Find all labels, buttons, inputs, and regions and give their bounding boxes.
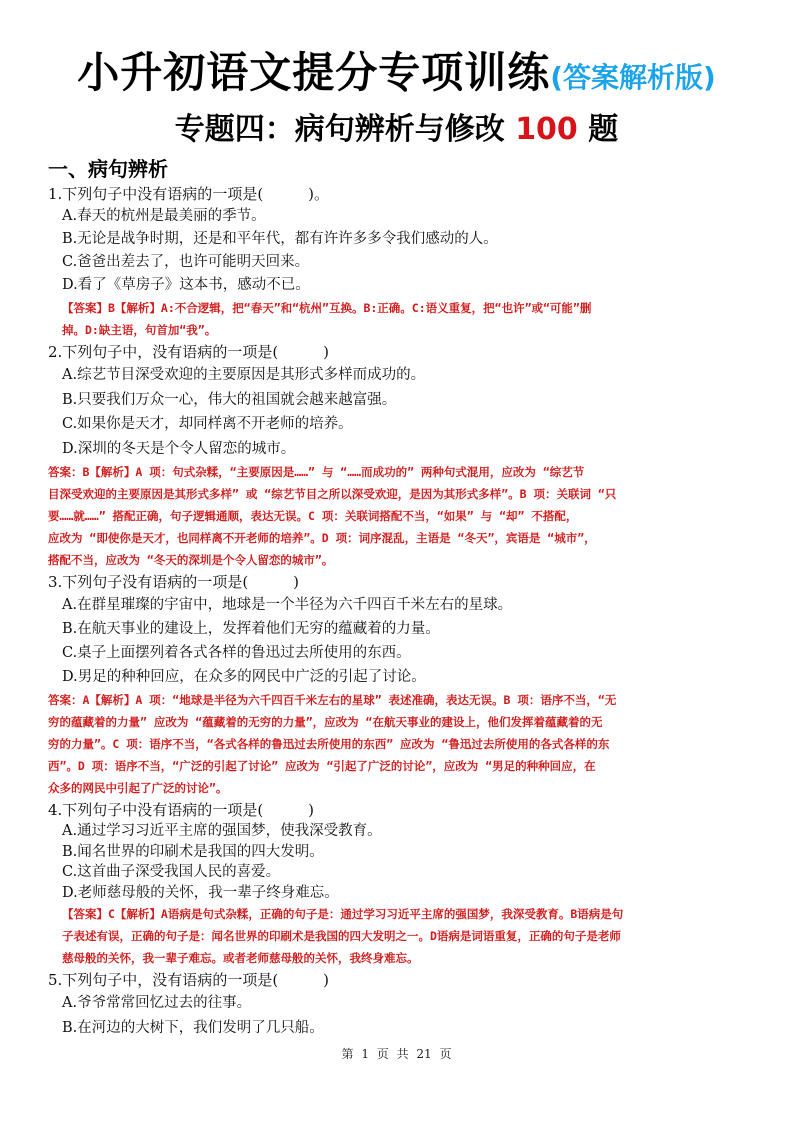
answer-text: 答案：A【解析】A 项：“地球是半径为六千四百千米左右的星球” 表述准确，表达无误。B 项：语序不当，“无 [48, 693, 617, 707]
question-option: D.看了《草房子》这本书，感动不已。 [62, 277, 310, 293]
question-stem: 3.下列句子没有语病的一项是( ) [48, 573, 300, 591]
document-subtitle [0, 104, 793, 148]
answer-text: 众多的网民中引起了广泛的讨论”。 [48, 781, 228, 795]
question-stem: 1.下列句子中没有语病的一项是( )。 [48, 185, 330, 203]
answer-text: 要……就……” 搭配正确，句子逻辑通顺，表达无误。C 项：关联词搭配不当，“如果” 与 “却” 不搭配， [48, 509, 578, 523]
answer-text: 【答案】B【解析】A:不合逻辑，把“春天”和“杭州”互换。B:正确。C:语义重复，把“也许”或“可能”删 [62, 301, 592, 315]
title-main: 小升初语文提分专项训练 [77, 48, 551, 97]
page-number: 第 1 页 共 21 页 [341, 1047, 452, 1061]
question-option: B.无论是战争时期，还是和平年代，都有许许多多令我们感动的人。 [62, 231, 498, 247]
question-option: A.综艺节目深受欢迎的主要原因是其形式多样而成功的。 [62, 367, 426, 383]
question-block [48, 341, 760, 571]
question-option: A.通过学习习近平主席的强国梦，使我深受教育。 [62, 823, 382, 839]
answer-text: 掉。D:缺主语，句首加“我”。 [62, 323, 217, 337]
answer-text: 西”。D 项：语序不当，“广泛的引起了讨论” 应改为 “引起了广泛的讨论”，应改为 “男足的种种回应，在 [48, 759, 596, 773]
answer-text: 【答案】C【解析】A语病是句式杂糅，正确的句子是：通过学习习近平主席的强国梦，我深受教育。B语病是句 [62, 907, 624, 921]
document-title [0, 40, 793, 100]
question-block [48, 969, 760, 1041]
subtitle-suffix: 题 [577, 112, 619, 147]
answer-text: 答案：B【解析】A 项：句式杂糅，“主要原因是……” 与 “……而成功的” 两种句式混用，应改为 “综艺节 [48, 465, 585, 479]
question-option: C.如果你是天才，却同样离不开老师的培养。 [62, 416, 353, 432]
question-option: D.老师慈母般的关怀，我一辈子终身难忘。 [62, 884, 339, 901]
question-option: C.这首曲子深受我国人民的喜爱。 [62, 864, 281, 880]
question-option: B.闻名世界的印刷术是我国的四大发明。 [62, 843, 324, 860]
section-heading: 一、病句辨析 [48, 157, 168, 181]
question-block [48, 183, 760, 341]
question-option: B.在航天事业的建设上，发挥着他们无穷的蕴藏着的力量。 [62, 621, 440, 637]
question-option: C.桌子上面摆列着各式各样的鲁迅过去所使用的东西。 [62, 645, 411, 661]
title-tag: (答案解析版) [550, 61, 716, 94]
answer-text: 慈母般的关怀，我一辈子难忘。或者老师慈母般的关怀，我终身难忘。 [62, 951, 419, 965]
question-option: B.只要我们万众一心，伟大的祖国就会越来越富强。 [62, 391, 397, 408]
question-option: D.男足的种种回应，在众多的网民中广泛的引起了讨论。 [62, 669, 426, 685]
question-stem: 2.下列句子中，没有语病的一项是( ) [48, 343, 330, 361]
question-option: C.爸爸出差去了，也许可能明天回来。 [62, 254, 310, 270]
question-option: A.春天的杭州是最美丽的季节。 [62, 208, 266, 224]
answer-text: 穷的蕴藏着的力量” 应改为 “蕴藏着的无穷的力量”，应改为 “在航天事业的建设上，他们发挥着蕴藏着的无 [48, 715, 603, 729]
answer-text: 搭配不当，应改为 “冬天的深圳是个令人留恋的城市”。 [48, 553, 334, 567]
answer-text: 目深受欢迎的主要原因是其形式多样” 或 “综艺节目之所以深受欢迎，是因为其形式多样”。B 项：关联词 “只 [48, 487, 617, 501]
answer-text: 应改为 “即使你是天才，也同样离不开老师的培养”。D 项：词序混乱，主语是 “冬天”，宾语是 “城市”， [48, 531, 596, 545]
answer-text: 穷的力量”。C 项：语序不当，“各式各样的鲁迅过去所使用的东西” 应改为 “鲁迅过去所使用的各式各样的东 [48, 737, 610, 751]
question-stem: 4.下列句子中没有语病的一项是( ) [48, 801, 315, 819]
question-option: A.在群星璀璨的宇宙中，地球是一个半径为六千四百千米左右的星球。 [62, 597, 513, 613]
subtitle-prefix: 专题四：病句辨析与修改 [174, 112, 516, 147]
subtitle-number: 100 [515, 112, 578, 147]
answer-text: 子表述有误，正确的句子是：闻名世界的印刷术是我国的四大发明之一。D语病是词语重复，正确的句子是老师 [62, 929, 621, 943]
question-list [48, 183, 760, 1041]
question-option: B.在河边的大树下，我们发明了几只船。 [62, 1020, 324, 1036]
question-option: A.爷爷常常回忆过去的往事。 [62, 995, 252, 1011]
question-block [48, 799, 760, 969]
question-block [48, 571, 760, 799]
question-option: D.深圳的冬天是个令人留恋的城市。 [62, 440, 296, 457]
question-stem: 5.下列句子中，没有语病的一项是( ) [48, 971, 330, 989]
